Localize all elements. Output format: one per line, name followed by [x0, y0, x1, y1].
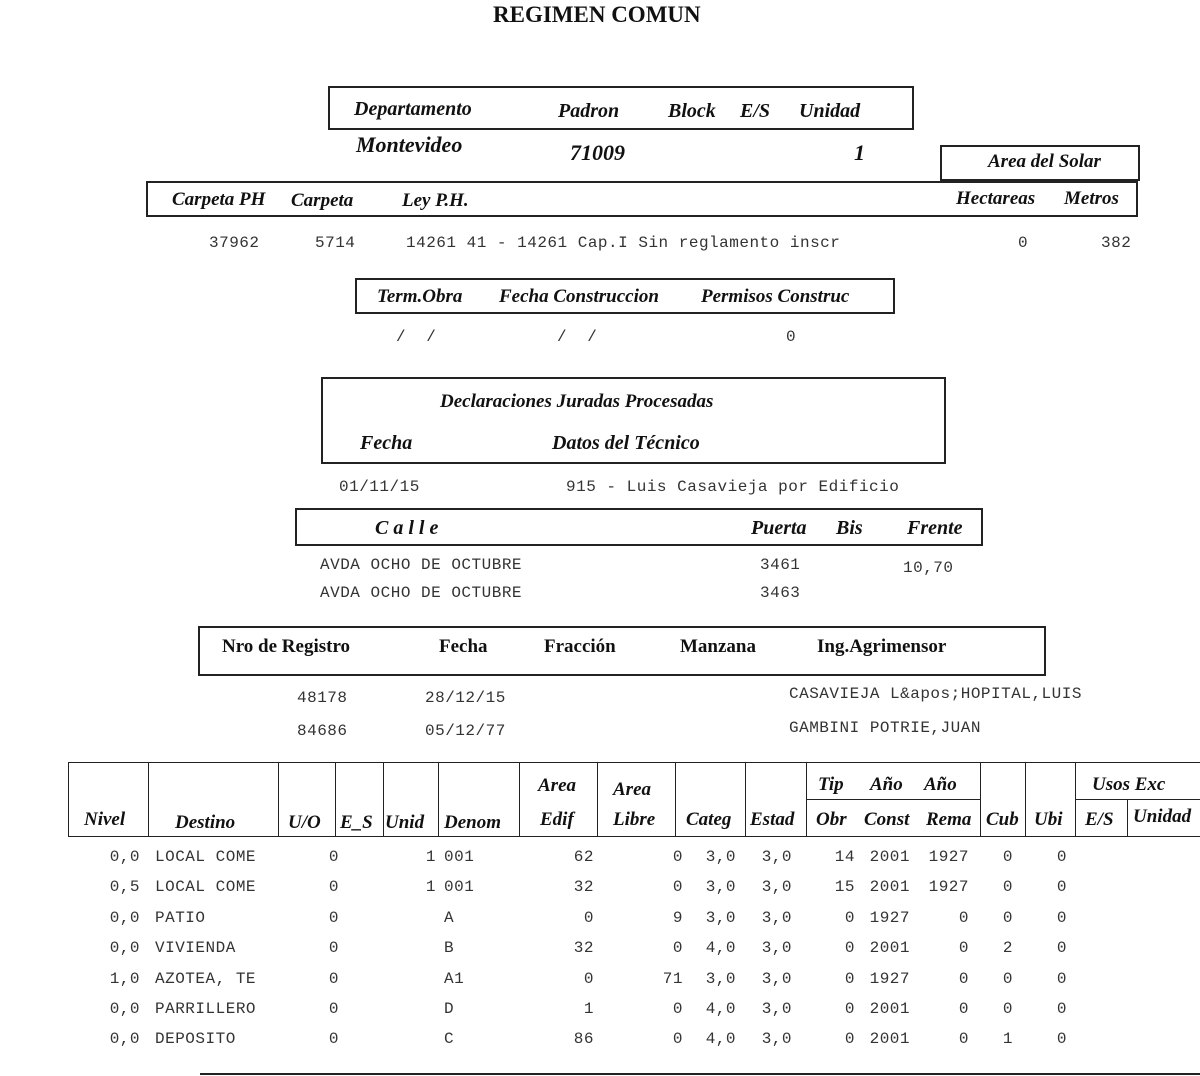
- cub-cell: 0: [1002, 970, 1013, 988]
- anio-const-cell: 1927: [869, 909, 910, 927]
- estad-cell: 3,0: [761, 970, 792, 988]
- area-libre-cell: 0: [672, 939, 683, 957]
- registro-row-2-ing: GAMBINI POTRIE,JUAN: [789, 719, 981, 737]
- nivel-cell: 0,5: [109, 878, 140, 896]
- declaraciones-tecnico-label: Datos del Técnico: [552, 432, 700, 454]
- tip-cell: 0: [844, 939, 855, 957]
- area-libre-cell: 0: [672, 1030, 683, 1048]
- padron-value: 71009: [570, 140, 625, 165]
- destino-cell: LOCAL COME: [155, 878, 257, 896]
- hectareas-label: Hectareas: [956, 188, 1036, 209]
- anio-const-header-1: Año: [870, 774, 903, 795]
- anio-const-cell: 2001: [869, 878, 910, 896]
- cub-cell: 1: [1002, 1030, 1013, 1048]
- departamento-label: Departamento: [354, 98, 472, 120]
- fraccion-label: Fracción: [544, 636, 616, 657]
- uo-cell: 0: [328, 939, 339, 957]
- registro-row-1-fecha: 28/12/15: [425, 689, 506, 707]
- calle-row-1-frente: 10,70: [903, 559, 954, 577]
- anio-const-cell: 2001: [869, 1030, 910, 1048]
- ubi-cell: 0: [1056, 909, 1067, 927]
- denom-header: Denom: [444, 812, 501, 833]
- declaraciones-tecnico-value: 915 - Luis Casavieja por Edificio: [566, 478, 900, 496]
- area-edif-cell: 62: [573, 848, 594, 866]
- categ-cell: 3,0: [705, 909, 736, 927]
- anio-const-cell: 2001: [869, 939, 910, 957]
- declaraciones-fecha-value: 01/11/15: [339, 478, 420, 496]
- destino-cell: PARRILLERO: [155, 1000, 257, 1018]
- nivel-header: Nivel: [84, 809, 126, 830]
- nro-registro-label: Nro de Registro: [222, 636, 351, 657]
- calle-label: C a l l e: [375, 517, 439, 539]
- area-edif-header-1: Area: [538, 775, 576, 796]
- nivel-cell: 1,0: [109, 970, 140, 988]
- bottom-rule: [200, 1073, 1200, 1075]
- usos-exc-header: Usos Exc: [1092, 774, 1166, 795]
- destino-cell: DEPOSITO: [155, 1030, 236, 1048]
- anio-rema-cell: 0: [958, 939, 969, 957]
- ing-agrimensor-label: Ing.Agrimensor: [817, 636, 947, 657]
- page-title: REGIMEN COMUN: [493, 2, 701, 27]
- usos-es-header: E/S: [1085, 809, 1114, 830]
- area-edif-cell: 0: [583, 970, 594, 988]
- anio-const-cell: 1927: [869, 970, 910, 988]
- estad-cell: 3,0: [761, 909, 792, 927]
- nivel-cell: 0,0: [109, 1000, 140, 1018]
- categ-header: Categ: [686, 809, 732, 830]
- unid-cell: 1: [425, 878, 436, 896]
- anio-rema-cell: 1927: [928, 878, 969, 896]
- registro-fecha-label: Fecha: [439, 636, 488, 657]
- metros-value: 382: [1101, 234, 1132, 252]
- anio-rema-header-1: Año: [924, 774, 957, 795]
- uo-cell: 0: [328, 878, 339, 896]
- tip-cell: 0: [844, 970, 855, 988]
- ubi-cell: 0: [1056, 1030, 1067, 1048]
- area-edif-cell: 1: [583, 1000, 594, 1018]
- anio-rema-cell: 0: [958, 1030, 969, 1048]
- anio-const-cell: 2001: [869, 848, 910, 866]
- cub-cell: 0: [1002, 909, 1013, 927]
- registro-row-2-fecha: 05/12/77: [425, 722, 506, 740]
- es-label: E/S: [740, 100, 771, 122]
- uo-cell: 0: [328, 970, 339, 988]
- denom-cell: 001: [444, 878, 475, 896]
- permisos-label: Permisos Construc: [701, 286, 850, 307]
- anio-rema-cell: 1927: [928, 848, 969, 866]
- categ-cell: 4,0: [705, 1030, 736, 1048]
- cub-cell: 0: [1002, 1000, 1013, 1018]
- unidad-value: 1: [854, 140, 865, 165]
- metros-label: Metros: [1064, 188, 1119, 209]
- frente-label: Frente: [907, 517, 963, 539]
- bis-label: Bis: [836, 517, 863, 539]
- denom-cell: A1: [444, 970, 465, 988]
- cub-header: Cub: [986, 809, 1019, 830]
- anio-const-cell: 2001: [869, 1000, 910, 1018]
- es-header: E_S: [340, 812, 373, 833]
- registro-row-1-nro: 48178: [297, 689, 348, 707]
- estad-cell: 3,0: [761, 1000, 792, 1018]
- area-edif-cell: 32: [573, 878, 594, 896]
- estad-cell: 3,0: [761, 939, 792, 957]
- block-label: Block: [668, 100, 716, 122]
- area-edif-cell: 0: [583, 909, 594, 927]
- calle-row-2-puerta: 3463: [760, 584, 801, 602]
- ley-ph-value: 14261 41 - 14261 Cap.I Sin reglamento inscr: [406, 234, 841, 252]
- uo-header: U/O: [288, 812, 321, 833]
- destino-cell: LOCAL COME: [155, 848, 257, 866]
- estad-cell: 3,0: [761, 848, 792, 866]
- permisos-value: 0: [786, 328, 797, 346]
- carpeta-ph-value: 37962: [209, 234, 260, 252]
- categ-cell: 3,0: [705, 970, 736, 988]
- area-libre-cell: 9: [672, 909, 683, 927]
- ley-ph-label: Ley P.H.: [402, 190, 469, 211]
- area-libre-cell: 0: [672, 878, 683, 896]
- ubi-cell: 0: [1056, 848, 1067, 866]
- anio-const-header-2: Const: [864, 809, 910, 830]
- destino-header: Destino: [175, 812, 236, 833]
- tip-cell: 15: [834, 878, 855, 896]
- area-libre-cell: 71: [662, 970, 683, 988]
- fecha-construccion-value: / /: [557, 328, 598, 346]
- area-edif-header-2: Edif: [540, 809, 574, 830]
- tip-cell: 0: [844, 909, 855, 927]
- area-edif-cell: 86: [573, 1030, 594, 1048]
- uo-cell: 0: [328, 1000, 339, 1018]
- ubi-cell: 0: [1056, 939, 1067, 957]
- declaraciones-title: Declaraciones Juradas Procesadas: [440, 391, 714, 412]
- term-obra-value: / /: [396, 328, 437, 346]
- cub-cell: 0: [1002, 848, 1013, 866]
- term-obra-label: Term.Obra: [377, 286, 463, 307]
- categ-cell: 3,0: [705, 878, 736, 896]
- denom-cell: B: [444, 939, 455, 957]
- carpeta-value: 5714: [315, 234, 356, 252]
- area-solar-label: Area del Solar: [988, 151, 1101, 172]
- unidad-label: Unidad: [799, 100, 861, 122]
- tip-cell: 0: [844, 1000, 855, 1018]
- declaraciones-fecha-label: Fecha: [360, 432, 413, 454]
- tip-cell: 0: [844, 1030, 855, 1048]
- departamento-value: Montevideo: [356, 132, 463, 157]
- tip-cell: 14: [834, 848, 855, 866]
- area-libre-cell: 0: [672, 1000, 683, 1018]
- calle-row-1-puerta: 3461: [760, 556, 801, 574]
- anio-rema-cell: 0: [958, 970, 969, 988]
- categ-cell: 4,0: [705, 1000, 736, 1018]
- nivel-cell: 0,0: [109, 909, 140, 927]
- calle-row-1-calle: AVDA OCHO DE OCTUBRE: [320, 556, 523, 574]
- ubi-cell: 0: [1056, 970, 1067, 988]
- ubi-cell: 0: [1056, 878, 1067, 896]
- anio-rema-header-2: Rema: [926, 809, 972, 830]
- denom-cell: 001: [444, 848, 475, 866]
- uo-cell: 0: [328, 1030, 339, 1048]
- uo-cell: 0: [328, 848, 339, 866]
- cub-cell: 2: [1002, 939, 1013, 957]
- area-libre-header-1: Area: [613, 779, 651, 800]
- estad-cell: 3,0: [761, 1030, 792, 1048]
- registro-row-1-ing: CASAVIEJA L&apos;HOPITAL,LUIS: [789, 685, 1082, 703]
- unid-cell: 1: [425, 848, 436, 866]
- estad-cell: 3,0: [761, 878, 792, 896]
- tip-header: Tip: [818, 774, 844, 795]
- obr-header: Obr: [816, 809, 847, 830]
- destino-cell: PATIO: [155, 909, 206, 927]
- puerta-label: Puerta: [751, 517, 807, 539]
- categ-cell: 4,0: [705, 939, 736, 957]
- manzana-label: Manzana: [680, 636, 756, 657]
- fecha-construccion-label: Fecha Construccion: [499, 286, 659, 307]
- estad-header: Estad: [750, 809, 795, 830]
- ubi-cell: 0: [1056, 1000, 1067, 1018]
- nivel-cell: 0,0: [109, 848, 140, 866]
- destino-cell: VIVIENDA: [155, 939, 236, 957]
- area-edif-cell: 32: [573, 939, 594, 957]
- denom-cell: A: [444, 909, 455, 927]
- area-libre-header-2: Libre: [613, 809, 656, 830]
- hectareas-value: 0: [1018, 234, 1029, 252]
- destino-cell: AZOTEA, TE: [155, 970, 257, 988]
- denom-cell: D: [444, 1000, 455, 1018]
- cub-cell: 0: [1002, 878, 1013, 896]
- carpeta-label: Carpeta: [291, 190, 354, 211]
- ubi-header: Ubi: [1034, 809, 1063, 830]
- nivel-cell: 0,0: [109, 1030, 140, 1048]
- usos-unidad-header: Unidad: [1133, 806, 1192, 827]
- anio-rema-cell: 0: [958, 1000, 969, 1018]
- area-libre-cell: 0: [672, 848, 683, 866]
- nivel-cell: 0,0: [109, 939, 140, 957]
- padron-label: Padron: [558, 100, 620, 122]
- unid-header: Unid: [385, 812, 425, 833]
- uo-cell: 0: [328, 909, 339, 927]
- categ-cell: 3,0: [705, 848, 736, 866]
- anio-rema-cell: 0: [958, 909, 969, 927]
- denom-cell: C: [444, 1030, 455, 1048]
- carpeta-ph-label: Carpeta PH: [172, 189, 266, 210]
- calle-row-2-calle: AVDA OCHO DE OCTUBRE: [320, 584, 523, 602]
- registro-row-2-nro: 84686: [297, 722, 348, 740]
